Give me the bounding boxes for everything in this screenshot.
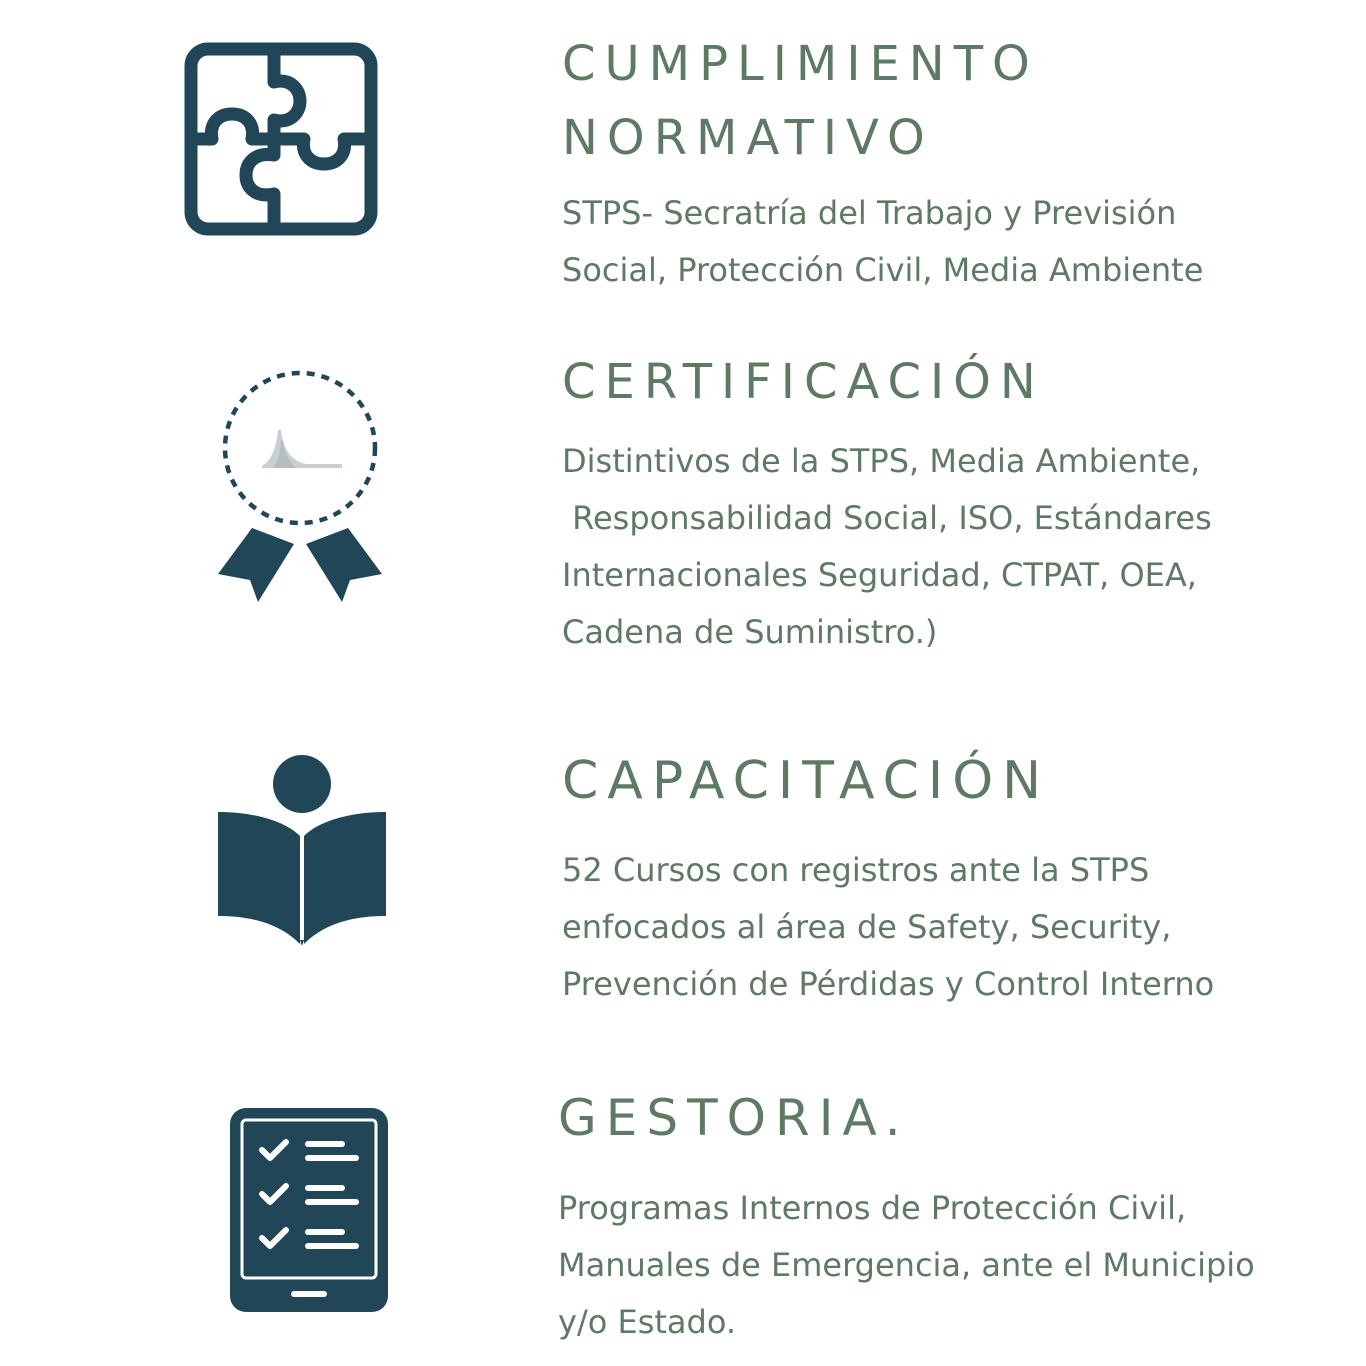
title-line: NORMATIVO <box>562 110 934 166</box>
description-line: Social, Protección Civil, Media Ambiente <box>562 251 1204 289</box>
description-line: Prevención de Pérdidas y Control Interno <box>562 965 1215 1003</box>
section-description-gestoria <box>558 1180 1255 1351</box>
section-title-gestoria <box>558 1089 910 1147</box>
title-line: CERTIFICACIÓN <box>562 354 1045 410</box>
seal-logo-icon <box>262 430 342 468</box>
title-line: GESTORIA. <box>558 1089 910 1147</box>
section-description-capacitacion <box>562 842 1214 1013</box>
title-line: CUMPLIMIENTO <box>562 36 1039 92</box>
reader-book-icon <box>216 754 388 950</box>
section-title-certificacion <box>562 354 1045 410</box>
section-title-capacitacion <box>562 751 1051 811</box>
description-line: Distintivos de la STPS, Media Ambiente, <box>562 442 1201 480</box>
description-line: 52 Cursos con registros ante la STPS <box>562 851 1150 889</box>
section-description-cumplimiento <box>562 185 1203 299</box>
description-line: STPS- Secratría del Trabajo y Previsión <box>562 194 1177 232</box>
section-title-cumplimiento <box>562 36 1039 166</box>
award-ribbon-icon <box>214 368 386 604</box>
section-description-certificacion <box>562 433 1212 661</box>
tablet-checklist-icon <box>230 1108 388 1312</box>
title-line: CAPACITACIÓN <box>562 751 1051 811</box>
description-line: enfocados al área de Safety, Security, <box>562 908 1172 946</box>
puzzle-icon <box>184 42 378 236</box>
description-line: Cadena de Suministro.) <box>562 613 938 651</box>
description-line: Responsabilidad Social, ISO, Estándares <box>562 499 1212 537</box>
description-line: Programas Internos de Protección Civil, <box>558 1189 1187 1227</box>
description-line: y/o Estado. <box>558 1303 737 1341</box>
description-line: Internacionales Seguridad, CTPAT, OEA, <box>562 556 1197 594</box>
description-line: Manuales de Emergencia, ante el Municipio <box>558 1246 1255 1284</box>
